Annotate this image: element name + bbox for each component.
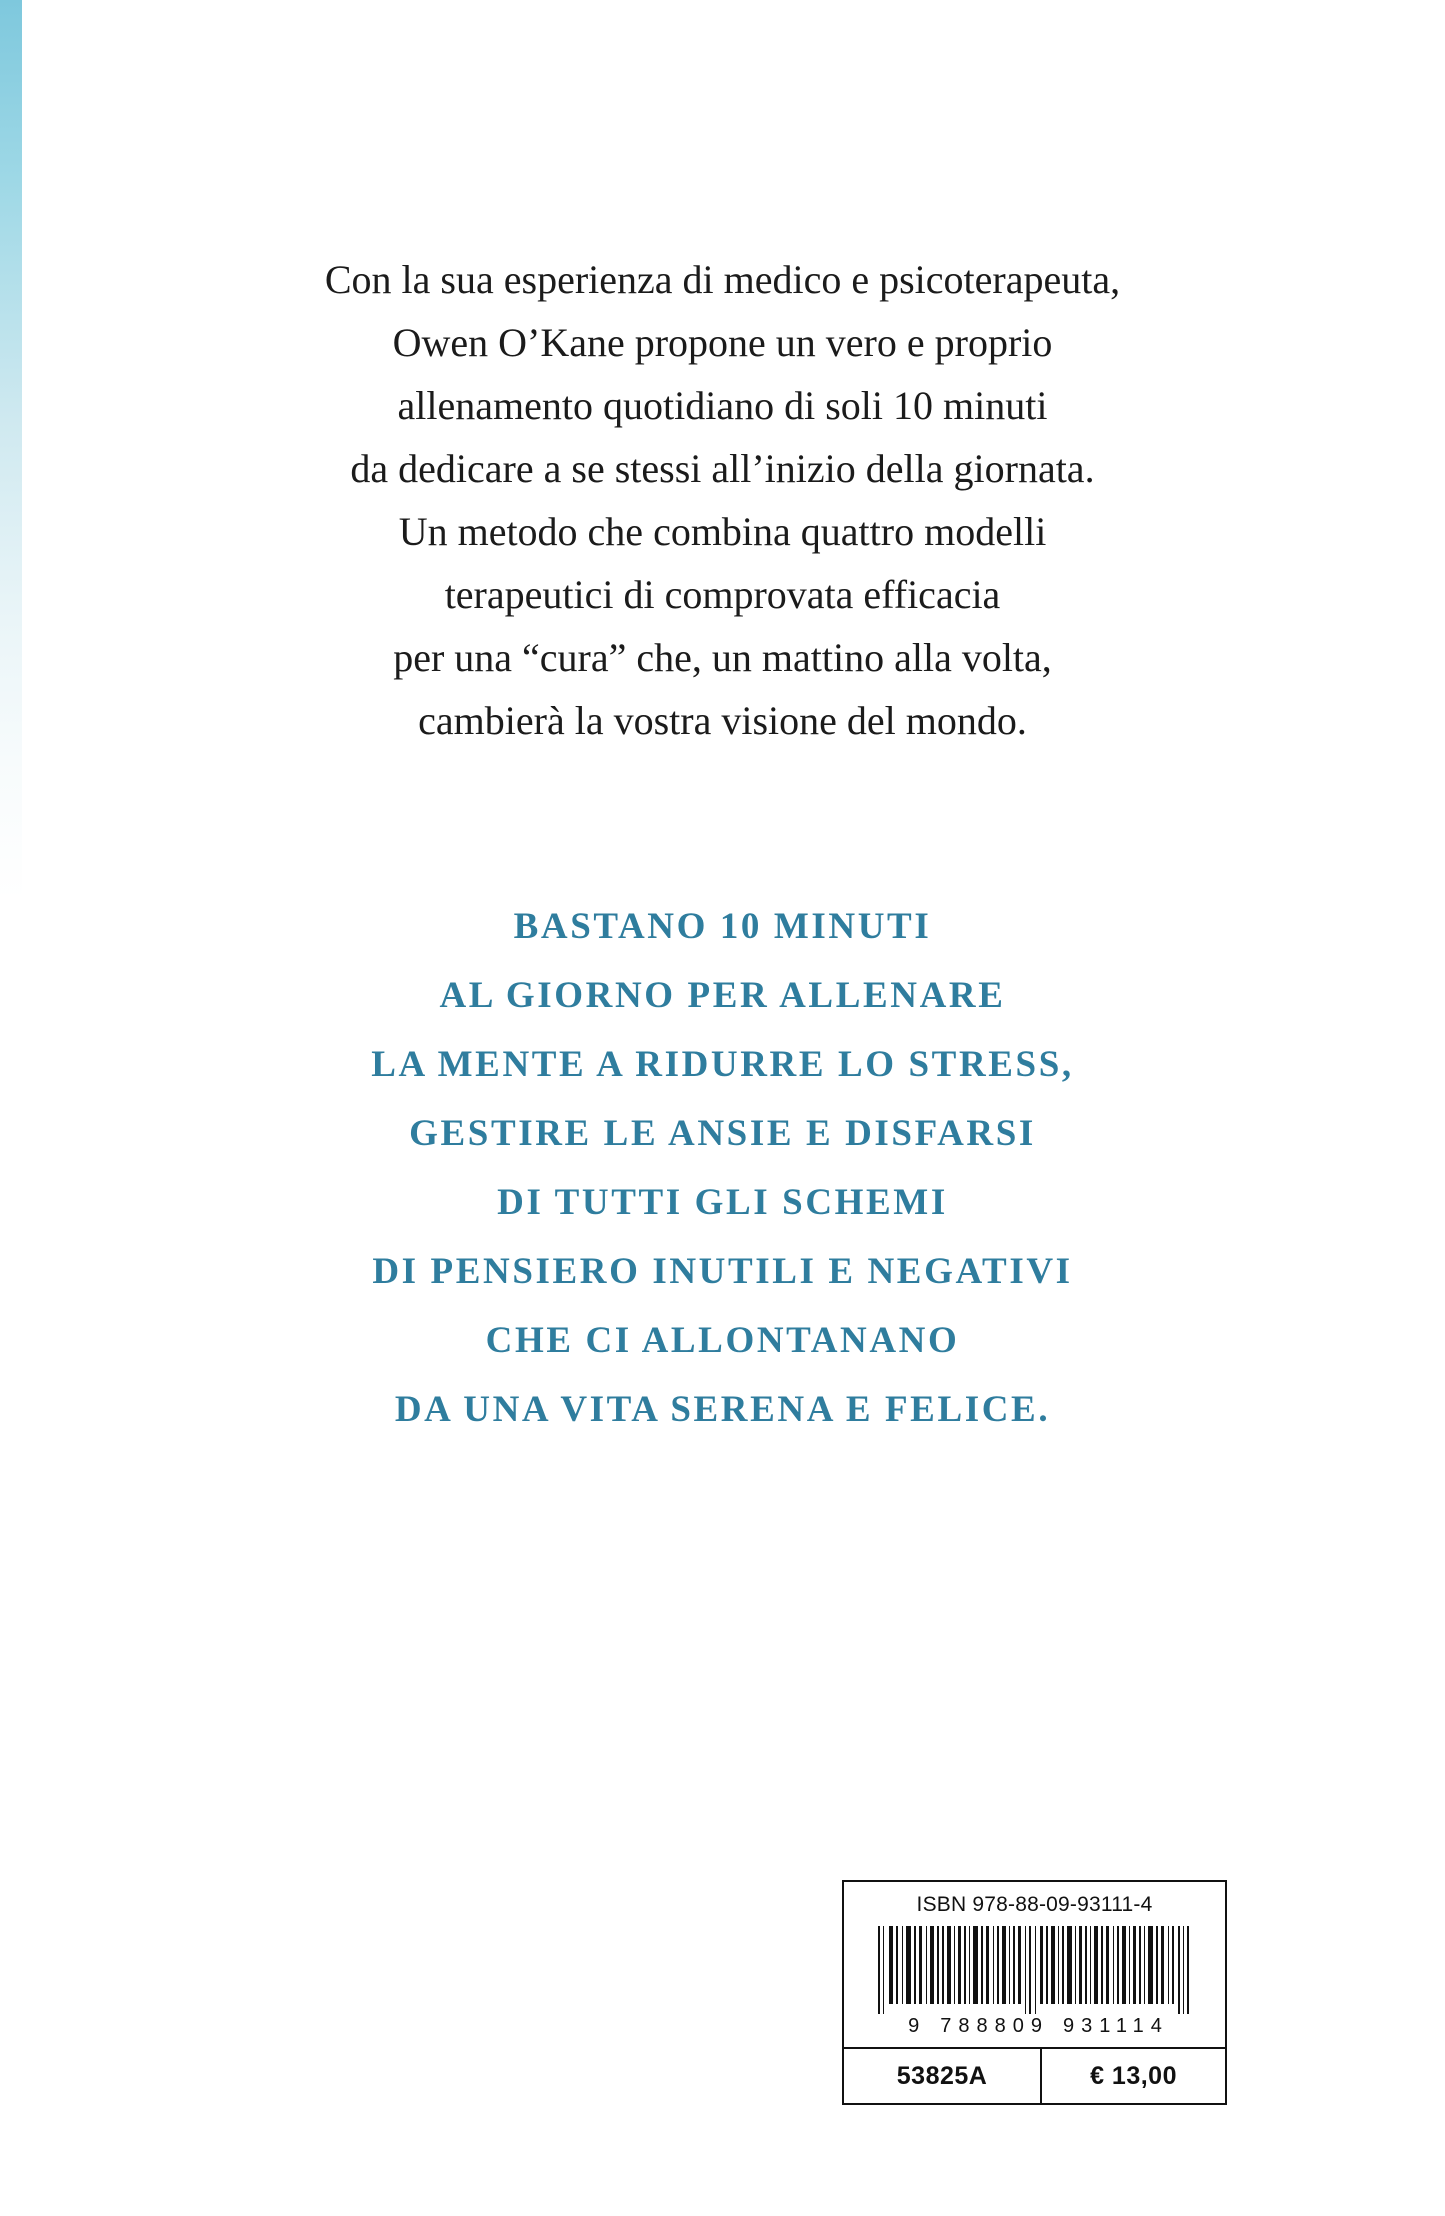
tagline-line: DI PENSIERO INUTILI E NEGATIVI <box>372 1251 1073 1292</box>
blurb-line: Owen O’Kane propone un vero e proprio <box>392 320 1053 365</box>
price-row <box>844 2047 1225 2103</box>
ean-digits <box>844 2015 1225 2038</box>
tagline-line: CHE CI ALLONTANANO <box>485 1320 960 1361</box>
ean-lead-digit: 9 <box>908 2015 927 2037</box>
price-label: € 13,00 <box>1090 2061 1177 2090</box>
internal-code: 53825A <box>844 2049 1042 2103</box>
tagline-block <box>0 892 1445 1444</box>
blurb-line: cambierà la vostra visione del mondo. <box>418 698 1027 743</box>
ean-group-1: 788809 <box>940 2015 1050 2037</box>
barcode-block <box>842 1880 1227 2105</box>
tagline-line: DI TUTTI GLI SCHEMI <box>497 1182 948 1223</box>
tagline-line: DA UNA VITA SERENA E FELICE. <box>394 1389 1051 1430</box>
blurb-line: da dedicare a se stessi all’inizio della giornata. <box>350 446 1095 491</box>
blurb-line: Con la sua esperienza di medico e psicoterapeuta, <box>324 257 1121 302</box>
ean-group-2: 931114 <box>1063 2015 1169 2037</box>
blurb-line: terapeutici di comprovata efficacia <box>444 572 1001 617</box>
blurb-line: allenamento quotidiano di soli 10 minuti <box>397 383 1048 428</box>
tagline-line: LA MENTE A RIDURRE LO STRESS, <box>371 1044 1074 1085</box>
blurb-text <box>0 248 1445 752</box>
tagline-line: BASTANO 10 MINUTI <box>513 906 932 947</box>
isbn-label: ISBN 978-88-09-93111-4 <box>916 1893 1153 1916</box>
blurb-line: per una “cura” che, un mattino alla volta, <box>393 635 1052 680</box>
tagline-line: AL GIORNO PER ALLENARE <box>439 975 1006 1016</box>
blurb-line: Un metodo che combina quattro modelli <box>398 509 1047 554</box>
barcode-bars-icon <box>876 1926 1194 2014</box>
tagline-line: GESTIRE LE ANSIE E DISFARSI <box>409 1113 1036 1154</box>
